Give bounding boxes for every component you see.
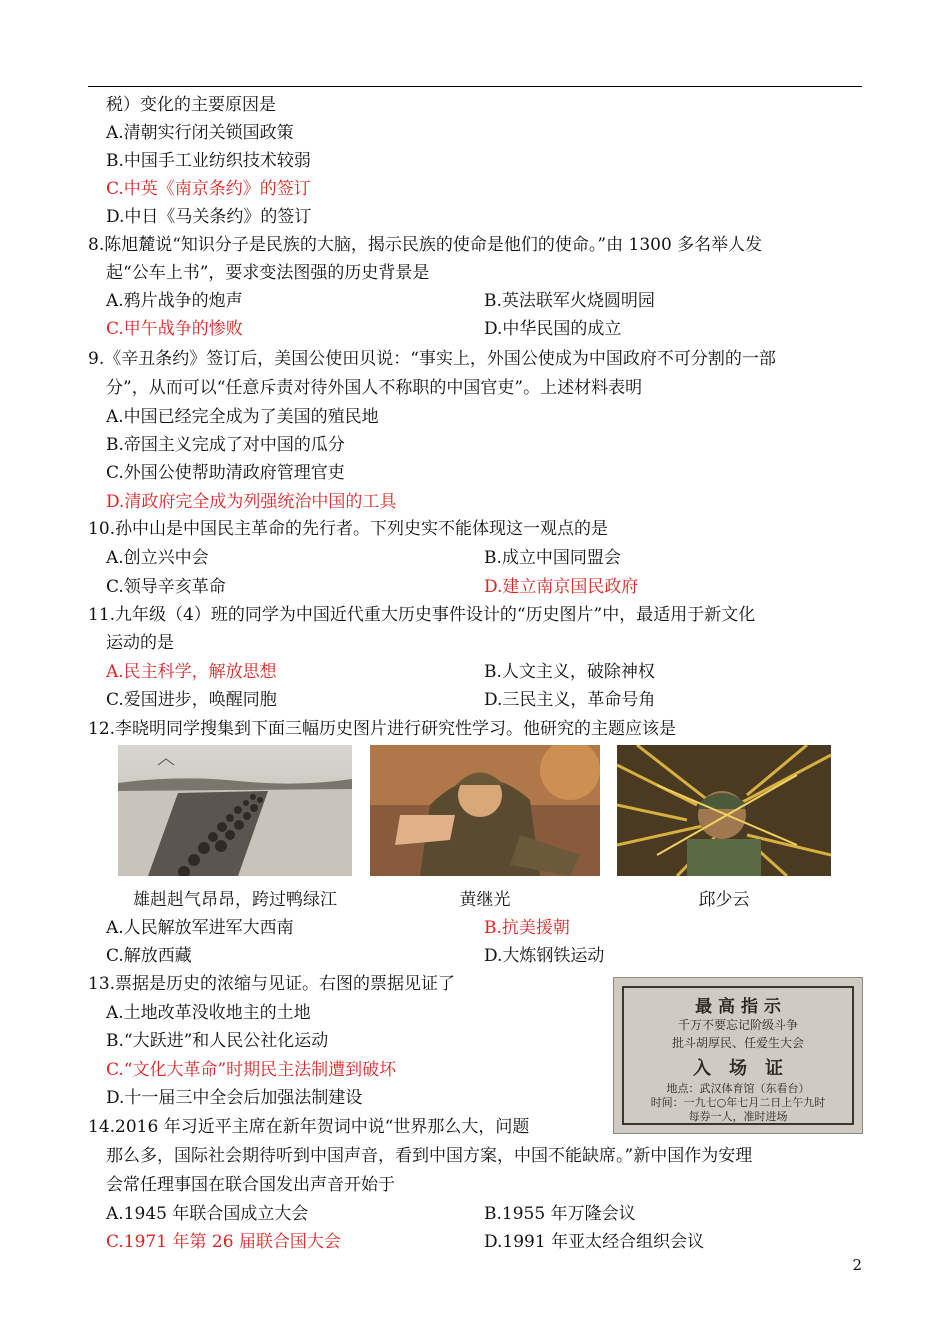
question-7-stem-end: 税）变化的主要原因是 [106,95,276,115]
q8-option-b: B.英法联军火烧圆明园 [484,291,655,311]
caption-huang-jiguang: 黄继光 [459,890,511,910]
q8-option-a: A.鸦片战争的炮声 [106,291,243,311]
q8-option-d: D.中华民国的成立 [484,319,622,339]
question-10-stem: 10.孙中山是中国民主革命的先行者。下列史实不能体现这一观点的是 [88,519,609,539]
q13-option-c-answer: C.“文化大革命”时期民主法制遭到破坏 [106,1060,397,1080]
ticket-border [622,986,854,1125]
q9-option-d-answer: D.清政府完全成为列强统治中国的工具 [106,492,397,512]
admission-ticket-image [613,977,863,1134]
question-13-stem: 13.票据是历史的浓缩与见证。右图的票据见证了 [88,974,456,994]
q10-option-c: C.领导辛亥革命 [106,577,226,597]
ticket-time: 时间：一九七○年七月二日上午九时 [650,1096,826,1109]
photo-yalu-river-crossing [118,745,352,876]
q10-option-b: B.成立中国同盟会 [484,548,621,568]
q12-option-b-answer: B.抗美援朝 [484,918,570,938]
question-14-stem: 14.2016 年习近平主席在新年贺词中说“世界那么大，问题 [88,1117,530,1137]
header-rule [88,86,862,87]
question-8-stem: 8.陈旭麓说“知识分子是民族的大脑，揭示民族的使命是他们的使命。”由 1300 多名举人发 [88,235,763,255]
q9-option-c: C.外国公使帮助清政府管理官吏 [106,463,345,483]
q13-option-a: A.土地改革没收地主的土地 [106,1003,311,1023]
ticket-event: 批斗胡厚民、任爱生大会 [671,1036,804,1050]
q11-option-a-answer: A.民主科学，解放思想 [106,662,277,682]
q10-option-d-answer: D.建立南京国民政府 [484,577,639,597]
q7-option-b: B.中国手工业纺织技术较弱 [106,151,311,171]
q11-option-b: B.人文主义，破除神权 [484,662,655,682]
q14-option-c-answer: C.1971 年第 26 届联合国大会 [106,1232,341,1252]
q11-option-c: C.爱国进步，唤醒同胞 [106,690,277,710]
caption-yalu-river: 雄赳赳气昂昂，跨过鸭绿江 [133,890,337,910]
q14-option-b: B.1955 年万隆会议 [484,1204,636,1224]
ticket-admission: 入 场 证 [693,1058,783,1079]
q12-option-a: A.人民解放军进军大西南 [106,918,294,938]
ticket-slogan: 千万不要忘记阶级斗争 [677,1018,798,1032]
q8-option-c-answer: C.甲午战争的惨败 [106,319,243,339]
question-9-stem-cont: 分”，从而可以“任意斥责对待外国人不称职的中国官吏”。上述材料表明 [106,378,643,398]
question-11-stem: 11.九年级（4）班的同学为中国近代重大历史事件设计的“历史图片”中，最适用于新文化 [88,605,756,625]
q13-option-d: D.十一届三中全会后加强法制建设 [106,1088,363,1108]
question-8-stem-cont: 起“公车上书”，要求变法图强的历史背景是 [106,263,430,283]
q12-option-d: D.大炼钢铁运动 [484,946,605,966]
q14-option-d: D.1991 年亚太经合组织会议 [484,1232,705,1252]
q9-option-b: B.帝国主义完成了对中国的瓜分 [106,435,345,455]
q12-option-c: C.解放西藏 [106,946,192,966]
question-11-stem-cont: 运动的是 [106,633,174,653]
q9-option-a: A.中国已经完全成为了美国的殖民地 [106,407,379,427]
q7-option-c-answer: C.中英《南京条约》的签订 [106,179,311,199]
question-9-stem: 9.《辛丑条约》签订后，美国公使田贝说：“事实上，外国公使成为中国政府不可分割的一部 [88,349,776,369]
q7-option-a: A.清朝实行闭关锁国政策 [106,123,294,143]
q7-option-d: D.中日《马关条约》的签订 [106,207,312,227]
caption-qiu-shaoyun: 邱少云 [698,890,750,910]
question-14-stem-cont: 那么多，国际社会期待听到中国声音，看到中国方案，中国不能缺席。”新中国作为安理 [106,1146,753,1166]
q14-option-a: A.1945 年联合国成立大会 [106,1204,309,1224]
painting-huang-jiguang [370,745,600,876]
question-14-stem-cont2: 会常任理事国在联合国发出声音开始于 [106,1175,395,1195]
q13-option-b: B.“大跃进”和人民公社化运动 [106,1031,329,1051]
ticket-title: 最 高 指 示 [695,997,781,1017]
painting-qiu-shaoyun [617,745,831,876]
q10-option-a: A.创立兴中会 [106,548,209,568]
ticket-location: 地点：武汉体育馆（东看台） [666,1082,810,1095]
question-12-stem: 12.李晓明同学搜集到下面三幅历史图片进行研究性学习。他研究的主题应该是 [88,719,677,739]
q11-option-d: D.三民主义，革命号角 [484,690,656,710]
page-number: 2 [852,1256,862,1274]
ticket-note: 每券一人，准时进场 [688,1110,788,1123]
